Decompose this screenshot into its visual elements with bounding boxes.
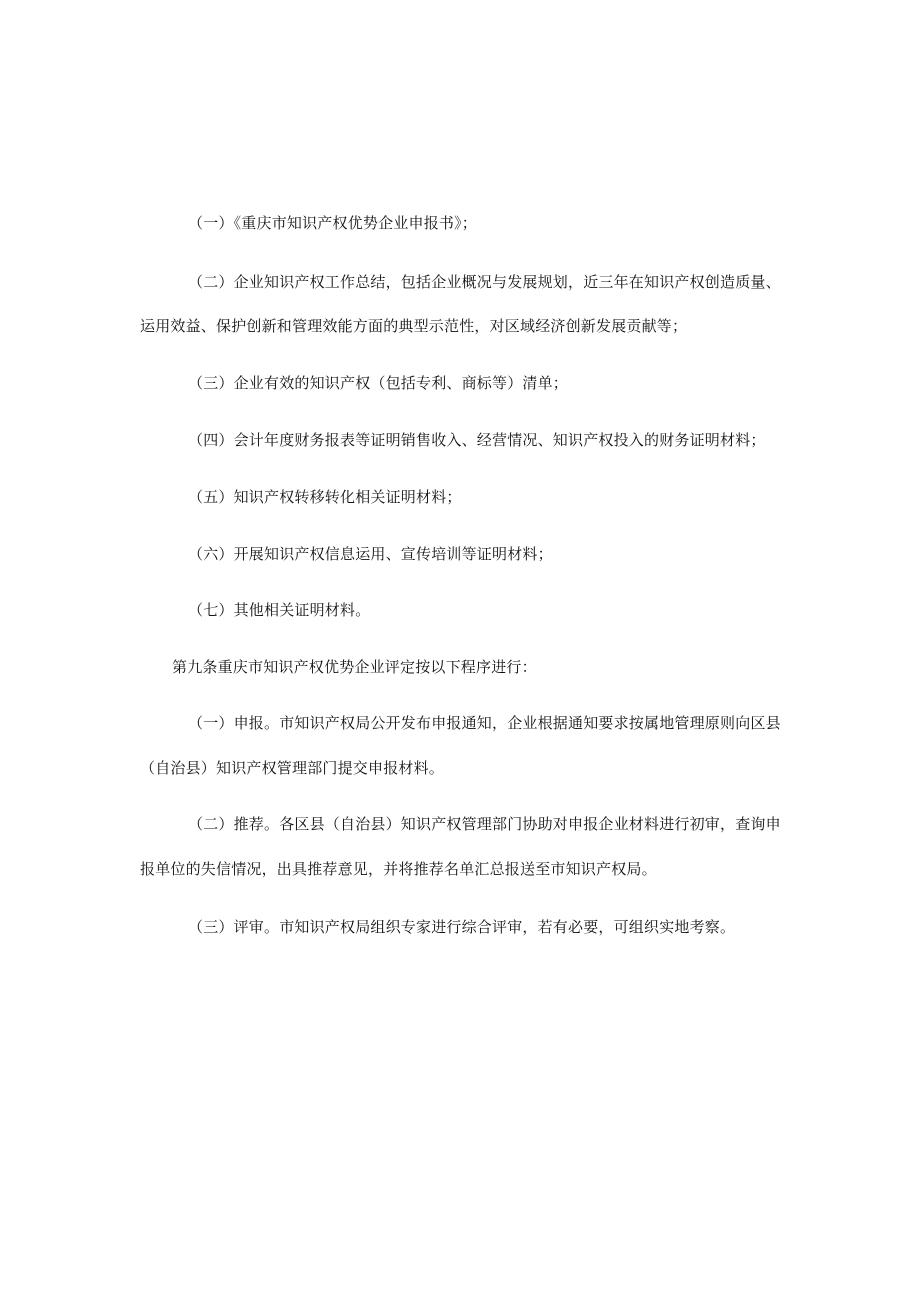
text-line: （三）评审。市知识产权局组织专家进行综合评审，若有必要，可组织实地考察。 [188,918,736,936]
text-line: （自治县）知识产权管理部门提交申报材料。 [140,759,445,777]
text-line: （三）企业有效的知识产权（包括专利、商标等）清单； [188,374,569,392]
text-line: （二）企业知识产权工作总结，包括企业概况与发展规划，近三年在知识产权创造质量、 [188,273,781,291]
text-line: （一）《重庆市知识产权优势企业申报书》； [188,214,478,232]
text-line: （七）其他相关证明材料。 [188,601,371,619]
text-line: 运用效益、保护创新和管理效能方面的典型示范性，对区域经济创新发展贡献等； [140,317,688,335]
text-line: （五）知识产权转移转化相关证明材料； [188,488,462,506]
text-line: 第九条重庆市知识产权优势企业评定按以下程序进行： [172,658,537,676]
text-line: （六）开展知识产权信息运用、宣传培训等证明材料； [188,545,553,563]
text-line: （一）申报。市知识产权局公开发布申报通知，企业根据通知要求按属地管理原则向区县 [188,714,781,732]
text-line: 报单位的失信情况，出具推荐意见，并将推荐名单汇总报送至市知识产权局。 [140,860,657,878]
text-line: （二）推荐。各区县（自治县）知识产权管理部门协助对申报企业材料进行初审，查询申 [188,815,781,833]
text-line: （四）会计年度财务报表等证明销售收入、经营情况、知识产权投入的财务证明材料； [188,431,766,449]
